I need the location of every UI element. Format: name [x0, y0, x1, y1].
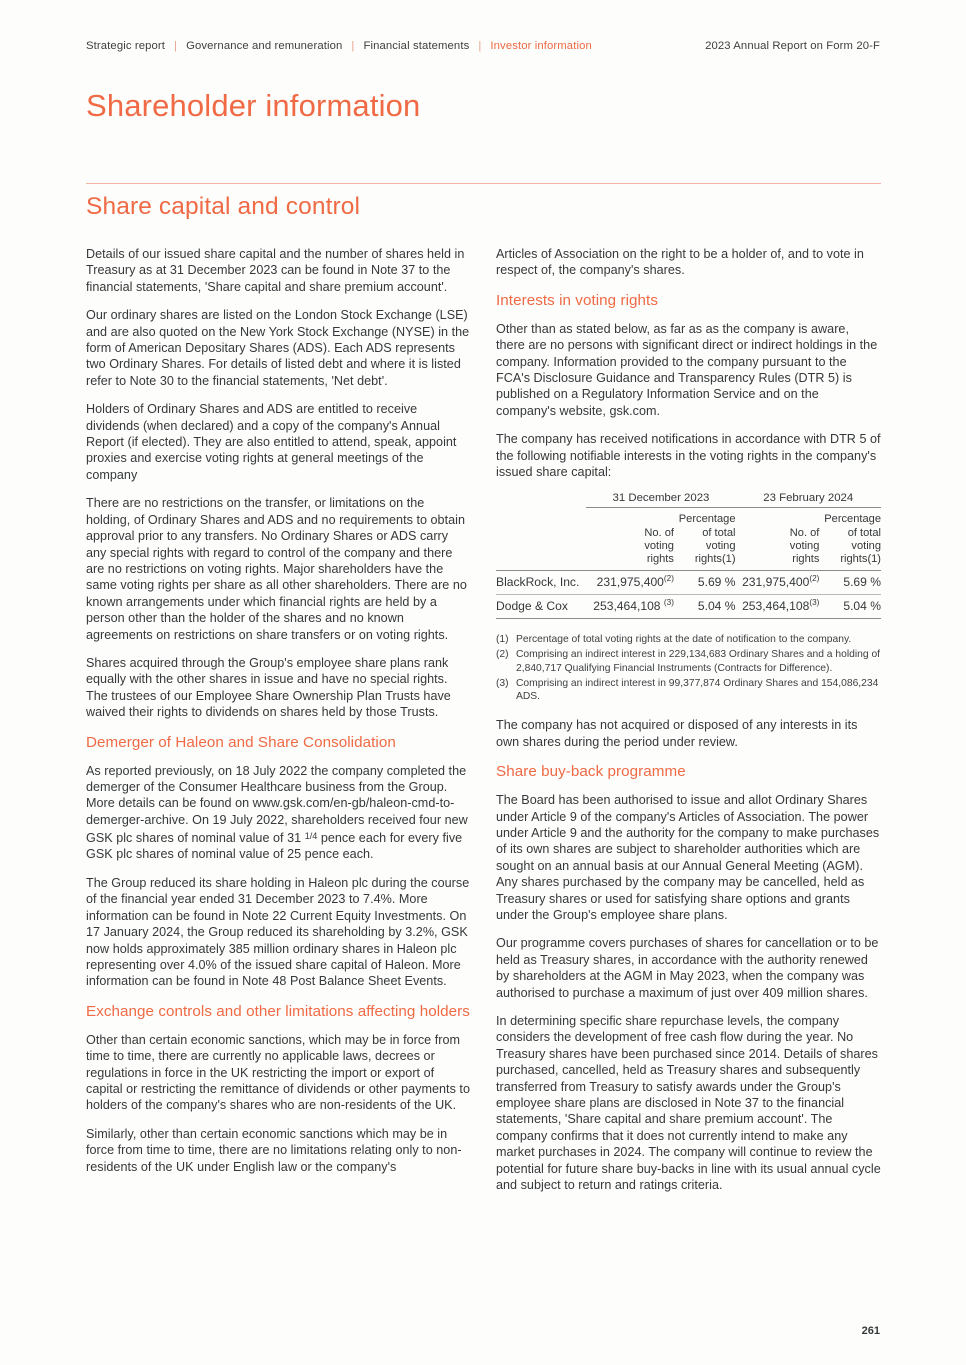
footnote-ref: (3)	[663, 598, 674, 608]
page-header-nav	[86, 40, 880, 52]
cell-dec-shares	[586, 571, 674, 595]
line-of-total: of total	[847, 526, 881, 539]
table-header-dec-no-of-voting-rights	[586, 508, 674, 571]
nav-item-financial-statements[interactable]: Financial statements	[363, 40, 470, 52]
paragraph-economic-sanctions: Other than certain economic sanctions, which may be in force from time to time, there are currently no applicable laws, decrees or regulations in force in the UK restricting the import or export of capital or restricting the remittance of dividends or other payments to holders of the company's shares who are non-residents of the UK.	[86, 1032, 470, 1113]
line-percentage: Percentage	[678, 513, 736, 526]
page-number: 261	[861, 1325, 880, 1337]
table-group-header-feb-2024: 23 February 2024	[736, 492, 881, 508]
footnote-ref: (3)	[809, 598, 820, 608]
cell-dec-percentage: 5.69 %	[674, 571, 736, 595]
paragraph-articles-of-association: Articles of Association on the right to be a holder of, and to vote in respect of, the company's shares.	[496, 247, 864, 278]
line-no-of: No. of	[644, 526, 674, 539]
paragraph-issued-share-capital: Details of our issued share capital and the number of shares held in Treasury as at 31 December 2023 can be found in Note 37 to the financial statements, 'Share capital and share premium account'.	[86, 247, 465, 294]
paragraph-programme-coverage: Our programme covers purchases of shares for cancellation or to be held as Treasury shares, in accordance with the authority renewed by shareholders at the AGM in May 2023, when the company was authorised to purchase a maximum of just over 409 million shares.	[496, 936, 879, 1000]
footnote-text: Percentage of total voting rights at the date of notification to the company.	[516, 634, 852, 646]
table-group-header-dec-2023: 31 December 2023	[586, 492, 735, 508]
cell-feb-percentage: 5.04 %	[819, 595, 881, 619]
right-column	[496, 246, 881, 1205]
nav-separator: |	[174, 40, 178, 52]
paragraph-repurchase-levels: In determining specific share repurchase levels, the company considers the development of free cash flow during the year. No Treasury shares have been purchased since 2014. Details of shares purchased, cancelled, held as Treasury shares and subsequently transferred from Treasury to satisfy awards under the Group's employee share plans are disclosed in Note 37 to the financial statements, 'Share capital and share premium account'. The company confirms that it does not currently intend to make any market purchases in 2024. The company will continue to review the potential for future share buy-backs in line with its usual annual cycle and subject to return and ratings criteria.	[496, 1013, 881, 1193]
footnote-item	[496, 633, 881, 646]
heading-exchange-controls: Exchange controls and other limitations affecting holders	[86, 1002, 470, 1020]
paragraph-no-own-share-dealings: The company has not acquired or disposed of any interests in its own shares during the period under review.	[496, 718, 858, 749]
line-rights-note: rights(1)	[694, 553, 736, 566]
nav-item-strategic-report[interactable]: Strategic report	[86, 40, 166, 52]
left-column	[86, 246, 470, 1205]
section-title: Share capital and control	[86, 193, 361, 220]
table-head	[496, 492, 881, 570]
paragraph-no-restrictions: There are no restrictions on the transfer, or limitations on the holding, of Ordinary Shares and ADS and no requirements to obtain approval prior to any transfers. No Ordinary Shares or ADS carry any special rights with regard to control of the company and there are no restrictions on voting rights. Major shareholders have the same voting rights per share as all other shareholders. There are no known arrangements under which financial rights are held by a person other than the holder of the shares and no known agreements on restrictions on share transfers or on voting rights.	[86, 496, 467, 642]
table-body	[496, 571, 881, 619]
value: 253,464,108	[593, 599, 661, 614]
footnote-item	[496, 648, 881, 674]
heading-demerger-of-haleon: Demerger of Haleon and Share Consolidation	[86, 733, 396, 751]
line-no-of: No. of	[789, 526, 820, 539]
page-title: Shareholder information	[86, 88, 421, 123]
line-voting: voting	[644, 539, 674, 552]
cell-feb-shares	[736, 571, 820, 595]
nominal-value-fraction: 1/4	[304, 831, 318, 842]
table-corner-blank	[496, 492, 586, 508]
nav-separator: |	[478, 40, 482, 52]
table-footnotes	[496, 633, 881, 703]
paragraph-demerger-details	[86, 763, 470, 863]
line-voting: voting	[851, 539, 881, 552]
line-voting: voting	[789, 539, 820, 552]
paragraph-listing-exchanges: Our ordinary shares are listed on the London Stock Exchange (LSE) and are also quoted on the New York Stock Exchange (NYSE) in the form of American Depositary Shares (ADS). Each ADS represents two Ordinary Shares. For details of listed debt and where it is listed refer to Note 30 to the financial statements, 'Net debt'.	[86, 308, 470, 388]
value: 231,975,400	[742, 575, 810, 590]
cell-holder-name: BlackRock, Inc.	[496, 571, 586, 595]
report-label: 2023 Annual Report on Form 20-F	[705, 40, 880, 52]
section-divider	[86, 183, 881, 184]
footnote-marker: (2)	[496, 649, 509, 661]
line-rights-note: rights(1)	[840, 553, 881, 566]
paragraph-dtr5-notifications: The company has received notifications in accordance with DTR 5 of the following notifiable interests in the voting rights in the company's issued share capital:	[496, 432, 881, 480]
two-column-body	[86, 246, 881, 1205]
cell-feb-percentage: 5.69 %	[819, 571, 881, 595]
cell-dec-shares	[586, 595, 674, 619]
line-of-total: of total	[702, 526, 736, 539]
table-header-holder-blank	[496, 508, 586, 571]
value: 253,464,108	[742, 599, 810, 614]
paragraph-non-residents-limitations: Similarly, other than certain economic sanctions which may be in force from time to time, there are no limitations relating only to non-residents of the UK under English law or the company's	[86, 1126, 462, 1174]
footnote-text: Comprising an indirect interest in 99,377,874 Ordinary Shares and 154,086,234 ADS.	[516, 677, 879, 703]
nav-separator: |	[351, 40, 355, 52]
footnote-marker: (1)	[496, 634, 509, 646]
nav-item-governance-and-remuneration[interactable]: Governance and remuneration	[186, 40, 343, 52]
table-row	[496, 595, 881, 619]
paragraph-employee-share-plans: Shares acquired through the Group's employee share plans rank equally with the other shares in issue and have no special rights. The trustees of our Employee Share Ownership Plan Trusts have waived their rights to dividends on shares held by those Trusts.	[86, 655, 451, 720]
line-rights: rights	[646, 553, 674, 566]
nav-item-investor-information[interactable]: Investor information	[490, 40, 592, 52]
cell-dec-percentage: 5.04 %	[674, 595, 736, 619]
line-voting: voting	[705, 539, 736, 552]
line-rights: rights	[792, 553, 820, 566]
heading-share-buy-back-programme: Share buy-back programme	[496, 763, 686, 781]
footnote-marker: (3)	[496, 677, 509, 689]
footnote-text: Comprising an indirect interest in 229,134,683 Ordinary Shares and a holding of 2,840,717 Qualifying Financial Instruments (Contracts for Difference).	[516, 649, 881, 674]
table-header-dec-percentage	[674, 508, 736, 571]
paragraph-board-authority: The Board has been authorised to issue and allot Ordinary Shares under Article 9 of the company's Articles of Association. The power under Article 9 and the authority for the company to make purchases of its own shares are subject to shareholder authorities which are sought on an annual basis at our Annual General Meeting (AGM). Any shares purchased by the company may be cancelled, held as Treasury shares or used for satisfying share options and grants under the Group's employee share plans.	[496, 793, 880, 922]
line-percentage: Percentage	[824, 513, 881, 526]
paragraph-significant-holdings: Other than as stated below, as far as as the company is aware, there are no persons with significant direct or indirect holdings in the company. Information provided to the company pursuant to the FCA's Disclosure Guidance and Transparency Rules (DTR 5) is published on a Regulatory Information Service and on the company's website, gsk.com.	[496, 321, 878, 418]
breadcrumb	[86, 40, 592, 52]
footnote-ref: (2)	[663, 574, 674, 584]
heading-interests-in-voting-rights: Interests in voting rights	[496, 291, 658, 309]
footnote-item	[496, 677, 881, 703]
paragraph-haleon-shareholding: The Group reduced its share holding in Haleon plc during the course of the financial year ended 31 December 2023 to 7.4%. More information can be found in Note 22 Current Equity Investments. On 17 January 2024, the Group reduced its shareholding by 3.2%, GSK now holds approximately 385 million ordinary shares in Haleon plc representing over 4.0% of the issued share capital of Haleon. More information can be found in Note 48 Post Balance Sheet Events.	[86, 875, 470, 989]
footnote-ref: (2)	[809, 574, 820, 584]
table-row	[496, 571, 881, 595]
table-date-group-row	[496, 492, 881, 508]
cell-holder-name: Dodge & Cox	[496, 595, 586, 619]
cell-feb-shares	[736, 595, 820, 619]
value: 231,975,400	[596, 575, 664, 590]
table-column-header-row	[496, 508, 881, 571]
demerger-text-post: pence each for every five GSK plc shares of nominal value of 25 pence each.	[86, 831, 463, 862]
paragraph-holders-entitlements: Holders of Ordinary Shares and ADS are entitled to receive dividends (when declared) and a copy of the company's Annual Report (if elected). They are also entitled to attend, speak, appoint proxies and exercise voting rights at general meetings of the company	[86, 402, 457, 482]
voting-rights-table	[496, 492, 881, 619]
table-header-feb-percentage	[819, 508, 881, 571]
table-header-feb-no-of-voting-rights	[736, 508, 820, 571]
demerger-text-pre: As reported previously, on 18 July 2022 the company completed the demerger of the Consumer Healthcare business from the Group. More details can be found on www.gsk.com/en-gb/haleon-cmd-to-demerger-archive. On 19 July 2022, shareholders received four new GSK plc shares of nominal value of 31	[86, 763, 468, 846]
